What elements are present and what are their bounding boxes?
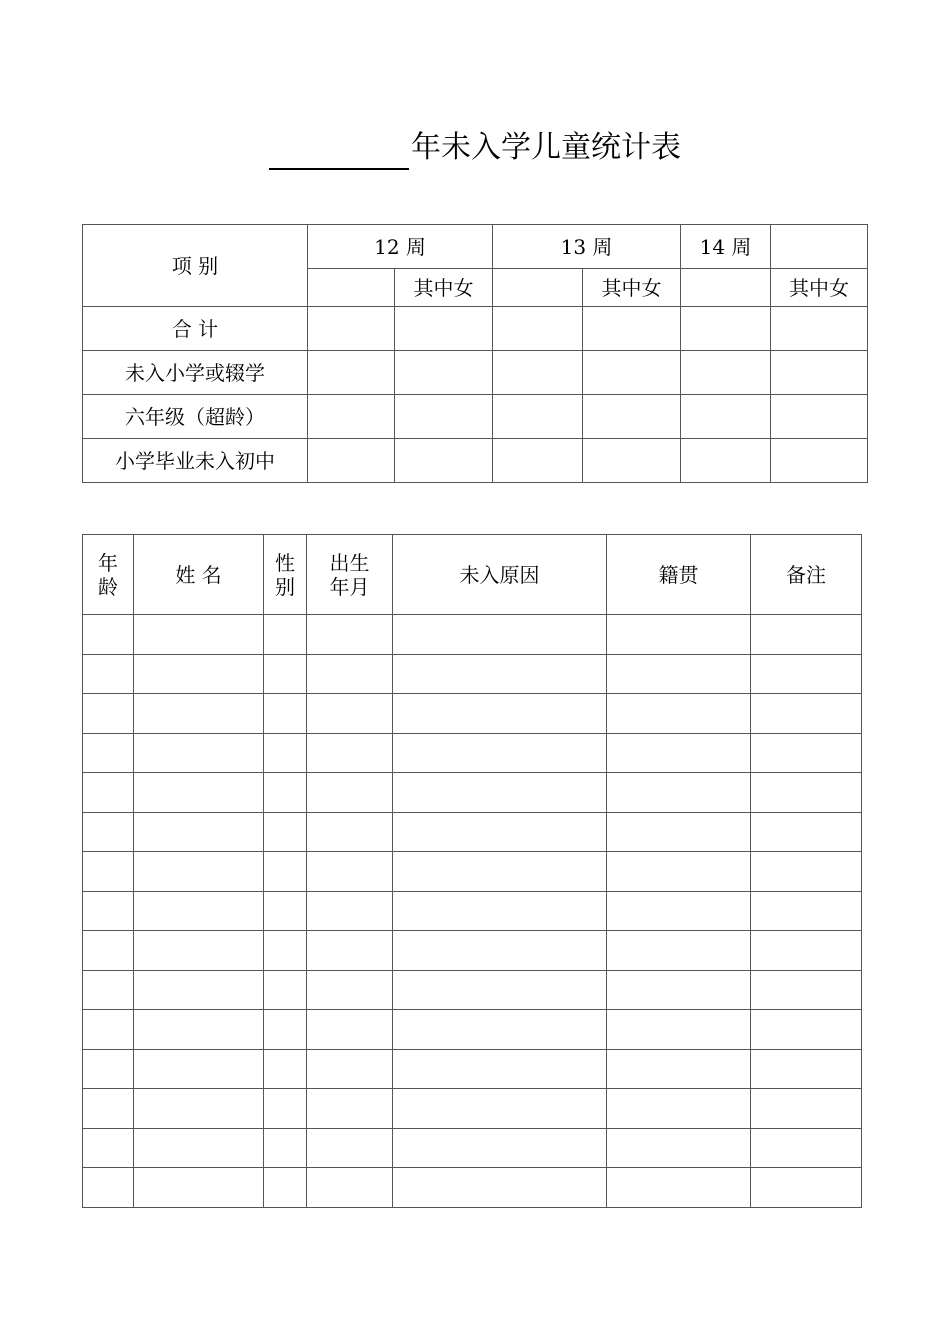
group-14-header: 14 周 <box>681 225 771 269</box>
cell <box>134 773 264 813</box>
cell <box>308 351 395 395</box>
cell <box>264 970 307 1010</box>
cell <box>751 773 862 813</box>
cell <box>83 1168 134 1208</box>
cell <box>307 654 393 694</box>
cell <box>307 694 393 734</box>
cell <box>393 891 607 931</box>
item-header: 项 别 <box>83 225 308 307</box>
cell <box>134 615 264 655</box>
cell <box>134 733 264 773</box>
cell <box>393 615 607 655</box>
cell <box>264 733 307 773</box>
cell <box>607 1010 751 1050</box>
cell <box>393 931 607 971</box>
cell <box>83 615 134 655</box>
cell <box>83 694 134 734</box>
cell <box>493 395 583 439</box>
table-row <box>83 1010 862 1050</box>
cell <box>681 395 771 439</box>
cell <box>771 439 868 483</box>
cell <box>307 852 393 892</box>
cell <box>395 351 493 395</box>
table-row <box>83 615 862 655</box>
cell <box>681 351 771 395</box>
cell <box>751 970 862 1010</box>
cell <box>134 891 264 931</box>
cell <box>393 694 607 734</box>
cell <box>307 773 393 813</box>
cell <box>134 1010 264 1050</box>
sub-header-female: 其中女 <box>395 269 493 307</box>
cell <box>134 1049 264 1089</box>
cell <box>83 1010 134 1050</box>
table-row <box>83 1168 862 1208</box>
cell <box>307 1089 393 1129</box>
cell <box>681 269 771 307</box>
cell <box>607 852 751 892</box>
cell <box>493 307 583 351</box>
cell <box>393 970 607 1010</box>
table-row <box>83 654 862 694</box>
cell <box>751 931 862 971</box>
table-row <box>83 733 862 773</box>
cell <box>751 1089 862 1129</box>
cell <box>393 773 607 813</box>
birth-header: 出生年月 <box>307 535 393 615</box>
origin-header: 籍贯 <box>607 535 751 615</box>
row-label-total: 合 计 <box>83 307 308 351</box>
cell <box>83 1128 134 1168</box>
cell <box>264 1049 307 1089</box>
cell <box>134 852 264 892</box>
cell <box>264 773 307 813</box>
cell <box>607 970 751 1010</box>
table-row <box>83 1089 862 1129</box>
cell <box>751 654 862 694</box>
cell <box>307 1168 393 1208</box>
sub-header-female: 其中女 <box>583 269 681 307</box>
cell <box>583 307 681 351</box>
cell <box>607 1089 751 1129</box>
cell <box>681 307 771 351</box>
cell <box>393 1128 607 1168</box>
cell <box>607 1049 751 1089</box>
cell <box>307 1128 393 1168</box>
cell <box>307 1049 393 1089</box>
cell <box>607 931 751 971</box>
summary-table <box>82 224 868 483</box>
group-extra-header <box>771 225 868 269</box>
table-row <box>83 891 862 931</box>
cell <box>134 654 264 694</box>
cell <box>583 395 681 439</box>
cell <box>583 351 681 395</box>
cell <box>307 931 393 971</box>
cell <box>308 269 395 307</box>
table-row <box>83 694 862 734</box>
row-label-grade-six: 六年级（超龄） <box>83 395 308 439</box>
table-row <box>83 773 862 813</box>
cell <box>607 694 751 734</box>
table-row <box>83 931 862 971</box>
cell <box>751 1168 862 1208</box>
cell <box>308 395 395 439</box>
cell <box>751 733 862 773</box>
cell <box>83 1049 134 1089</box>
cell <box>307 891 393 931</box>
cell <box>607 654 751 694</box>
table-row <box>83 852 862 892</box>
cell <box>751 1049 862 1089</box>
cell <box>751 852 862 892</box>
cell <box>307 970 393 1010</box>
cell <box>307 615 393 655</box>
cell <box>771 351 868 395</box>
cell <box>264 852 307 892</box>
cell <box>393 733 607 773</box>
cell <box>264 1168 307 1208</box>
row-label-graduated: 小学毕业未入初中 <box>83 439 308 483</box>
cell <box>393 1049 607 1089</box>
cell <box>308 439 395 483</box>
cell <box>393 1168 607 1208</box>
cell <box>83 773 134 813</box>
cell <box>607 773 751 813</box>
cell <box>264 615 307 655</box>
note-header: 备注 <box>751 535 862 615</box>
title-text: 年未入学儿童统计表 <box>411 130 681 165</box>
cell <box>393 852 607 892</box>
cell <box>493 439 583 483</box>
group-12-header: 12 周 <box>308 225 493 269</box>
page-title <box>0 126 950 170</box>
table-row <box>83 1128 862 1168</box>
cell <box>264 1128 307 1168</box>
cell <box>393 1010 607 1050</box>
cell <box>308 307 395 351</box>
age-header: 年龄 <box>83 535 134 615</box>
cell <box>134 812 264 852</box>
cell <box>393 1089 607 1129</box>
cell <box>83 1089 134 1129</box>
cell <box>264 812 307 852</box>
cell <box>395 307 493 351</box>
cell <box>307 733 393 773</box>
cell <box>83 891 134 931</box>
cell <box>751 891 862 931</box>
cell <box>751 1010 862 1050</box>
cell <box>393 812 607 852</box>
cell <box>134 694 264 734</box>
cell <box>751 615 862 655</box>
name-header: 姓 名 <box>134 535 264 615</box>
cell <box>751 812 862 852</box>
cell <box>307 1010 393 1050</box>
cell <box>607 1168 751 1208</box>
cell <box>264 1010 307 1050</box>
sub-header-female: 其中女 <box>771 269 868 307</box>
cell <box>751 694 862 734</box>
cell <box>134 1128 264 1168</box>
table-row <box>83 1049 862 1089</box>
cell <box>307 812 393 852</box>
cell <box>681 439 771 483</box>
cell <box>607 1128 751 1168</box>
cell <box>395 439 493 483</box>
cell <box>771 395 868 439</box>
cell <box>134 931 264 971</box>
detail-body <box>83 615 862 1208</box>
group-13-header: 13 周 <box>493 225 681 269</box>
row-label-not-enrolled: 未入小学或辍学 <box>83 351 308 395</box>
cell <box>83 812 134 852</box>
detail-table <box>82 534 862 1208</box>
table-row <box>83 970 862 1010</box>
cell <box>134 970 264 1010</box>
cell <box>493 269 583 307</box>
cell <box>83 970 134 1010</box>
cell <box>264 931 307 971</box>
cell <box>607 733 751 773</box>
cell <box>264 1089 307 1129</box>
cell <box>264 694 307 734</box>
reason-header: 未入原因 <box>393 535 607 615</box>
cell <box>83 733 134 773</box>
cell <box>493 351 583 395</box>
gender-header: 性别 <box>264 535 307 615</box>
cell <box>607 615 751 655</box>
cell <box>134 1168 264 1208</box>
cell <box>134 1089 264 1129</box>
cell <box>771 307 868 351</box>
cell <box>607 891 751 931</box>
cell <box>264 654 307 694</box>
cell <box>393 654 607 694</box>
year-blank <box>269 136 409 170</box>
cell <box>583 439 681 483</box>
cell <box>395 395 493 439</box>
cell <box>83 931 134 971</box>
cell <box>264 891 307 931</box>
cell <box>83 852 134 892</box>
table-row <box>83 812 862 852</box>
cell <box>751 1128 862 1168</box>
cell <box>607 812 751 852</box>
cell <box>83 654 134 694</box>
